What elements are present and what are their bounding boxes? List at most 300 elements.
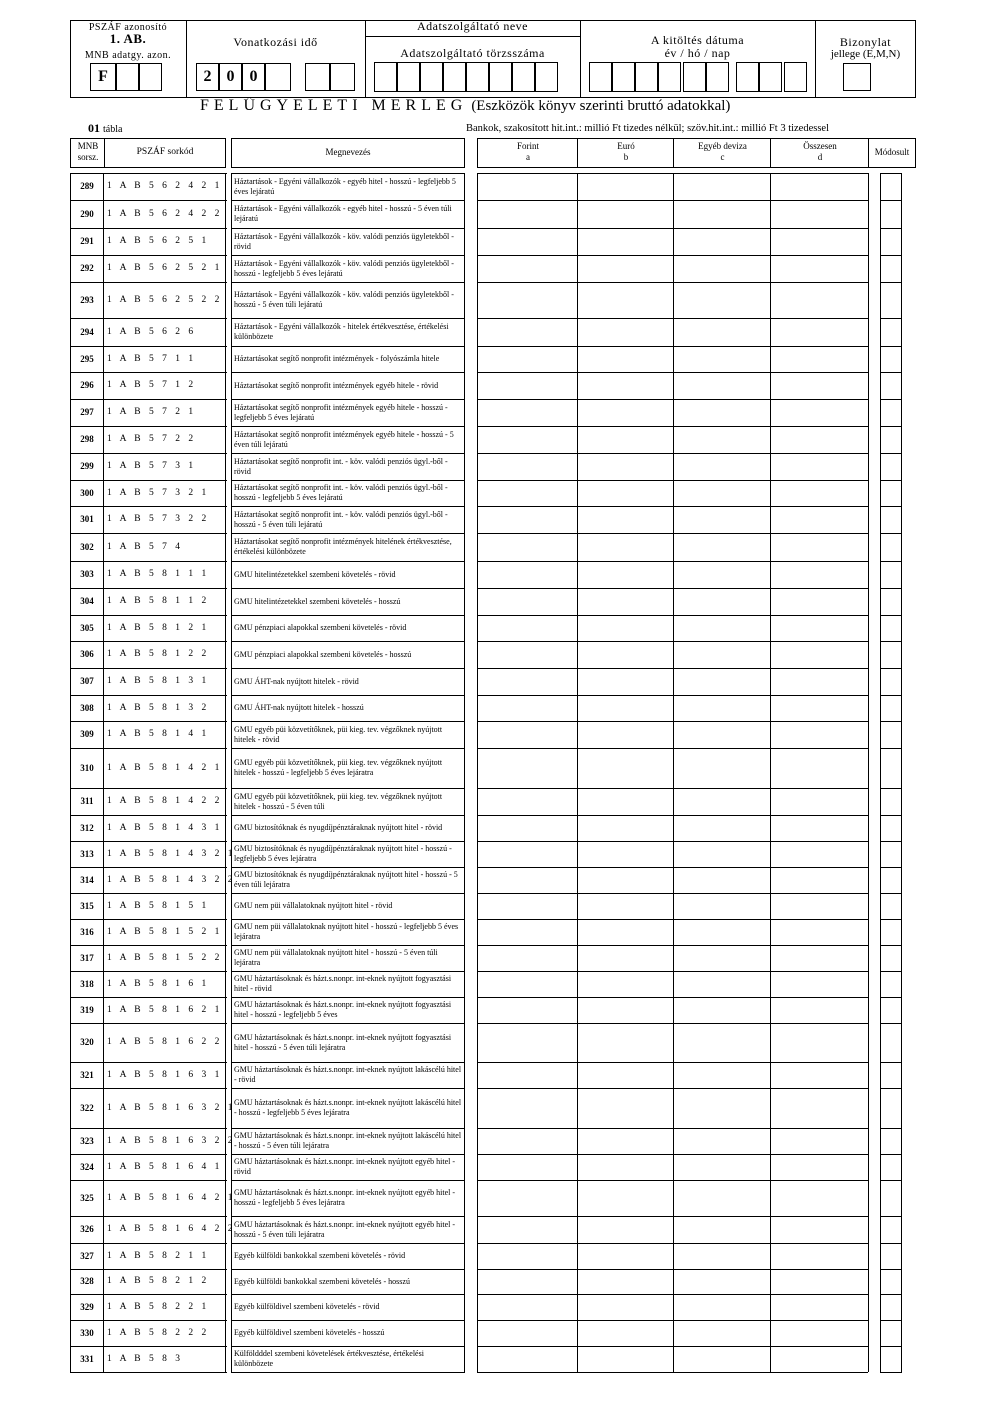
fill-date-box[interactable]	[706, 62, 729, 92]
cell-modified[interactable]	[880, 318, 902, 346]
cell-forint[interactable]	[477, 867, 577, 893]
cell-total[interactable]	[770, 282, 868, 318]
cell-total[interactable]	[770, 506, 868, 533]
cell-other-currency[interactable]	[673, 1294, 770, 1320]
cell-euro[interactable]	[577, 721, 673, 748]
cell-modified[interactable]	[880, 399, 902, 426]
cell-forint[interactable]	[477, 815, 577, 841]
provider-id-box[interactable]	[535, 62, 558, 92]
cell-modified[interactable]	[880, 1294, 902, 1320]
cell-euro[interactable]	[577, 399, 673, 426]
cell-forint[interactable]	[477, 228, 577, 255]
cell-total[interactable]	[770, 372, 868, 399]
row-mnb-number: 321	[70, 1062, 104, 1088]
cell-total[interactable]	[770, 1269, 868, 1294]
period-box[interactable]	[305, 63, 330, 91]
cell-other-currency[interactable]	[673, 533, 770, 561]
row-mnb-number: 294	[70, 318, 104, 346]
row-description	[231, 748, 465, 788]
provider-id-box[interactable]	[374, 62, 397, 92]
cell-other-currency[interactable]	[673, 1062, 770, 1088]
fill-date-box[interactable]	[784, 62, 807, 92]
mnb-id-box[interactable]	[139, 63, 162, 91]
cell-other-currency[interactable]	[673, 228, 770, 255]
cell-forint[interactable]	[477, 919, 577, 945]
cell-total[interactable]	[770, 561, 868, 588]
cell-euro[interactable]	[577, 318, 673, 346]
cell-modified[interactable]	[880, 788, 902, 815]
cell-other-currency[interactable]	[673, 255, 770, 282]
cell-total[interactable]	[770, 346, 868, 372]
cell-forint[interactable]	[477, 695, 577, 721]
cell-total[interactable]	[770, 997, 868, 1023]
row-mnb-number: 324	[70, 1154, 104, 1180]
provider-id-box[interactable]	[443, 62, 466, 92]
cell-modified[interactable]	[880, 721, 902, 748]
cell-modified[interactable]	[880, 945, 902, 971]
cell-modified[interactable]	[880, 867, 902, 893]
cell-euro[interactable]	[577, 1128, 673, 1154]
cell-euro[interactable]	[577, 372, 673, 399]
cell-forint[interactable]	[477, 372, 577, 399]
cell-modified[interactable]	[880, 919, 902, 945]
cell-other-currency[interactable]	[673, 346, 770, 372]
cell-other-currency[interactable]	[673, 282, 770, 318]
cell-total[interactable]	[770, 1294, 868, 1320]
cell-other-currency[interactable]	[673, 971, 770, 997]
cell-modified[interactable]	[880, 228, 902, 255]
cell-total[interactable]	[770, 668, 868, 695]
cell-forint[interactable]	[477, 200, 577, 228]
row-mnb-number: 291	[70, 228, 104, 255]
cell-other-currency[interactable]	[673, 480, 770, 506]
cell-forint[interactable]	[477, 615, 577, 641]
cell-euro[interactable]	[577, 1320, 673, 1346]
cell-total[interactable]	[770, 841, 868, 867]
cell-forint[interactable]	[477, 1294, 577, 1320]
cell-euro[interactable]	[577, 945, 673, 971]
cell-euro[interactable]	[577, 971, 673, 997]
cell-total[interactable]	[770, 1180, 868, 1216]
cell-modified[interactable]	[880, 1088, 902, 1128]
row-description	[231, 346, 465, 372]
row-description	[231, 228, 465, 255]
cell-forint[interactable]	[477, 721, 577, 748]
cell-other-currency[interactable]	[673, 841, 770, 867]
divider	[186, 20, 187, 98]
fill-date-box[interactable]	[658, 62, 681, 92]
cell-euro[interactable]	[577, 841, 673, 867]
cell-total[interactable]	[770, 748, 868, 788]
table-row	[0, 1320, 981, 1346]
table-row	[0, 721, 981, 748]
cell-forint[interactable]	[477, 506, 577, 533]
row-description	[231, 971, 465, 997]
cell-modified[interactable]	[880, 1023, 902, 1062]
row-mnb-number: 308	[70, 695, 104, 721]
cell-other-currency[interactable]	[673, 173, 770, 200]
row-pszaf-code: 1 A B 5 8 1 6 3 2 1	[104, 1088, 226, 1128]
cell-modified[interactable]	[880, 1128, 902, 1154]
fill-date-box[interactable]	[683, 62, 706, 92]
cell-total[interactable]	[770, 815, 868, 841]
cell-modified[interactable]	[880, 453, 902, 480]
row-pszaf-code: 1 A B 5 8 2 1 1	[104, 1243, 226, 1269]
cell-border	[868, 200, 869, 228]
cell-border	[868, 533, 869, 561]
cell-total[interactable]	[770, 945, 868, 971]
cell-other-currency[interactable]	[673, 1023, 770, 1062]
cell-total[interactable]	[770, 615, 868, 641]
cell-other-currency[interactable]	[673, 200, 770, 228]
cell-modified[interactable]	[880, 641, 902, 668]
cell-euro[interactable]	[577, 1062, 673, 1088]
table-row	[0, 1180, 981, 1216]
cell-euro[interactable]	[577, 426, 673, 453]
col-header-mnb: MNB sorsz.	[70, 138, 106, 168]
cell-euro[interactable]	[577, 255, 673, 282]
fill-date-box[interactable]	[612, 62, 635, 92]
cell-total[interactable]	[770, 788, 868, 815]
cell-euro[interactable]	[577, 282, 673, 318]
cell-forint[interactable]	[477, 788, 577, 815]
cell-modified[interactable]	[880, 506, 902, 533]
cell-forint[interactable]	[477, 533, 577, 561]
cell-forint[interactable]	[477, 997, 577, 1023]
cell-euro[interactable]	[577, 668, 673, 695]
row-description-text: GMU háztartásoknak és házt.s.nonpr. int-eknek nyújtott lakáscélú hitel - hosszú - 5 éven túli lejáratra	[234, 1131, 462, 1150]
doc-type-box[interactable]	[843, 63, 871, 91]
cell-total[interactable]	[770, 1062, 868, 1088]
cell-other-currency[interactable]	[673, 997, 770, 1023]
cell-euro[interactable]	[577, 1023, 673, 1062]
cell-total[interactable]	[770, 173, 868, 200]
row-mnb-number: 318	[70, 971, 104, 997]
table-row	[0, 668, 981, 695]
cell-euro[interactable]	[577, 1269, 673, 1294]
cell-euro[interactable]	[577, 893, 673, 919]
cell-other-currency[interactable]	[673, 1269, 770, 1294]
cell-other-currency[interactable]	[673, 893, 770, 919]
cell-forint[interactable]	[477, 453, 577, 480]
cell-euro[interactable]	[577, 228, 673, 255]
cell-forint[interactable]	[477, 668, 577, 695]
cell-forint[interactable]	[477, 1346, 577, 1372]
row-mnb-number: 331	[70, 1346, 104, 1372]
row-description-text: Háztartások - Egyéni vállalkozók - köv. valódi penziós ügyletekből - rövid	[234, 231, 454, 251]
cell-other-currency[interactable]	[673, 1154, 770, 1180]
cell-other-currency[interactable]	[673, 695, 770, 721]
cell-total[interactable]	[770, 453, 868, 480]
cell-forint[interactable]	[477, 641, 577, 668]
cell-forint[interactable]	[477, 945, 577, 971]
cell-forint[interactable]	[477, 1023, 577, 1062]
cell-modified[interactable]	[880, 1062, 902, 1088]
cell-modified[interactable]	[880, 1243, 902, 1269]
cell-modified[interactable]	[880, 426, 902, 453]
cell-euro[interactable]	[577, 919, 673, 945]
provider-id-box[interactable]	[420, 62, 443, 92]
cell-other-currency[interactable]	[673, 867, 770, 893]
cell-other-currency[interactable]	[673, 1128, 770, 1154]
row-pszaf-code: 1 A B 5 7 3 2 2	[104, 506, 226, 533]
row-mnb-number: 317	[70, 945, 104, 971]
cell-total[interactable]	[770, 480, 868, 506]
cell-euro[interactable]	[577, 1243, 673, 1269]
cell-euro[interactable]	[577, 346, 673, 372]
cell-modified[interactable]	[880, 255, 902, 282]
row-mnb-number: 312	[70, 815, 104, 841]
cell-other-currency[interactable]	[673, 506, 770, 533]
cell-border	[868, 173, 869, 200]
cell-modified[interactable]	[880, 561, 902, 588]
cell-forint[interactable]	[477, 318, 577, 346]
table-word: tábla	[103, 124, 123, 135]
row-mnb-number: 311	[70, 788, 104, 815]
row-mnb-number: 296	[70, 372, 104, 399]
provider-id-label: Adatszolgáltató törzsszáma	[400, 46, 545, 60]
period-box[interactable]	[330, 63, 355, 91]
row-pszaf-code: 1 A B 5 8 1 6 2 2	[104, 1023, 226, 1062]
cell-total[interactable]	[770, 426, 868, 453]
cell-other-currency[interactable]	[673, 1243, 770, 1269]
cell-total[interactable]	[770, 200, 868, 228]
cell-forint[interactable]	[477, 1062, 577, 1088]
cell-modified[interactable]	[880, 893, 902, 919]
cell-forint[interactable]	[477, 1180, 577, 1216]
cell-forint[interactable]	[477, 480, 577, 506]
cell-euro[interactable]	[577, 748, 673, 788]
cell-other-currency[interactable]	[673, 426, 770, 453]
fill-date-label: A kitöltés dátuma	[650, 33, 745, 47]
cell-forint[interactable]	[477, 1269, 577, 1294]
cell-modified[interactable]	[880, 588, 902, 615]
cell-euro[interactable]	[577, 200, 673, 228]
cell-modified[interactable]	[880, 1320, 902, 1346]
row-description	[231, 919, 465, 945]
cell-forint[interactable]	[477, 1154, 577, 1180]
cell-euro[interactable]	[577, 173, 673, 200]
row-description	[231, 480, 465, 506]
period-label: Vonatkozási idő	[233, 35, 318, 49]
row-mnb-number: 290	[70, 200, 104, 228]
cell-other-currency[interactable]	[673, 1216, 770, 1243]
row-description	[231, 506, 465, 533]
cell-border	[868, 453, 869, 480]
cell-modified[interactable]	[880, 971, 902, 997]
row-description-text: Háztartásokat segítő nonprofit intézmények egyéb hitele - hosszú - 5 éven túli lejáratú	[234, 429, 454, 449]
provider-id-box[interactable]	[512, 62, 535, 92]
row-description-text: GMU nem püi vállalatoknak nyújtott hitel - rövid	[234, 901, 393, 910]
cell-total[interactable]	[770, 1346, 868, 1372]
cell-modified[interactable]	[880, 200, 902, 228]
row-description-text: GMU ÁHT-nak nyújtott hitelek - rövid	[234, 676, 359, 686]
cell-euro[interactable]	[577, 867, 673, 893]
cell-forint[interactable]	[477, 1320, 577, 1346]
row-pszaf-code: 1 A B 5 8 1 4 3 2 1	[104, 841, 226, 867]
cell-other-currency[interactable]	[673, 815, 770, 841]
cell-total[interactable]	[770, 1088, 868, 1128]
cell-euro[interactable]	[577, 1294, 673, 1320]
cell-modified[interactable]	[880, 615, 902, 641]
cell-modified[interactable]	[880, 748, 902, 788]
cell-border	[868, 318, 869, 346]
cell-total[interactable]	[770, 533, 868, 561]
cell-forint[interactable]	[477, 426, 577, 453]
cell-euro[interactable]	[577, 815, 673, 841]
cell-euro[interactable]	[577, 1216, 673, 1243]
mnb-id-box[interactable]	[116, 63, 139, 91]
cell-other-currency[interactable]	[673, 1180, 770, 1216]
cell-euro[interactable]	[577, 1088, 673, 1128]
cell-forint[interactable]	[477, 173, 577, 200]
cell-other-currency[interactable]	[673, 615, 770, 641]
cell-total[interactable]	[770, 867, 868, 893]
cell-other-currency[interactable]	[673, 453, 770, 480]
row-description-text: Háztartásokat segítő nonprofit int. - köv. valódi penziós ügyl.-ből - hosszú - 5 éven túli lejáratú	[234, 509, 448, 529]
fill-date-box[interactable]	[635, 62, 658, 92]
cell-modified[interactable]	[880, 1269, 902, 1294]
cell-forint[interactable]	[477, 1128, 577, 1154]
cell-total[interactable]	[770, 318, 868, 346]
table-row	[0, 1243, 981, 1269]
cell-forint[interactable]	[477, 282, 577, 318]
cell-total[interactable]	[770, 1154, 868, 1180]
table-row	[0, 426, 981, 453]
cell-euro[interactable]	[577, 641, 673, 668]
cell-border	[868, 997, 869, 1023]
cell-euro[interactable]	[577, 1180, 673, 1216]
table-row	[0, 945, 981, 971]
cell-total[interactable]	[770, 228, 868, 255]
cell-total[interactable]	[770, 1243, 868, 1269]
cell-euro[interactable]	[577, 506, 673, 533]
cell-total[interactable]	[770, 919, 868, 945]
cell-modified[interactable]	[880, 372, 902, 399]
cell-forint[interactable]	[477, 1243, 577, 1269]
cell-other-currency[interactable]	[673, 721, 770, 748]
cell-modified[interactable]	[880, 173, 902, 200]
cell-other-currency[interactable]	[673, 641, 770, 668]
period-box[interactable]: 2	[196, 63, 219, 91]
cell-euro[interactable]	[577, 480, 673, 506]
period-box[interactable]: 0	[219, 63, 242, 91]
cell-euro[interactable]	[577, 615, 673, 641]
row-pszaf-code: 1 A B 5 8 1 6 3 1	[104, 1062, 226, 1088]
cell-forint[interactable]	[477, 346, 577, 372]
cell-other-currency[interactable]	[673, 788, 770, 815]
cell-border	[868, 1128, 869, 1154]
cell-euro[interactable]	[577, 695, 673, 721]
divider	[365, 36, 580, 37]
cell-forint[interactable]	[477, 1216, 577, 1243]
cell-modified[interactable]	[880, 1180, 902, 1216]
cell-forint[interactable]	[477, 971, 577, 997]
cell-modified[interactable]	[880, 1216, 902, 1243]
cell-total[interactable]	[770, 1320, 868, 1346]
fill-date-box[interactable]	[589, 62, 612, 92]
cell-total[interactable]	[770, 971, 868, 997]
provider-id-box[interactable]	[466, 62, 489, 92]
row-pszaf-code: 1 A B 5 8 1 3 2	[104, 695, 226, 721]
cell-forint[interactable]	[477, 893, 577, 919]
cell-forint[interactable]	[477, 561, 577, 588]
fill-date-box[interactable]	[736, 62, 759, 92]
period-box[interactable]: 0	[242, 63, 265, 91]
cell-euro[interactable]	[577, 588, 673, 615]
cell-other-currency[interactable]	[673, 668, 770, 695]
cell-total[interactable]	[770, 255, 868, 282]
period-box[interactable]	[265, 63, 291, 91]
cell-euro[interactable]	[577, 533, 673, 561]
cell-modified[interactable]	[880, 346, 902, 372]
cell-other-currency[interactable]	[673, 561, 770, 588]
cell-euro[interactable]	[577, 788, 673, 815]
cell-total[interactable]	[770, 721, 868, 748]
row-pszaf-code: 1 A B 5 7 1 2	[104, 372, 226, 399]
cell-forint[interactable]	[477, 399, 577, 426]
cell-other-currency[interactable]	[673, 1346, 770, 1372]
provider-id-box[interactable]	[489, 62, 512, 92]
cell-euro[interactable]	[577, 1154, 673, 1180]
cell-forint[interactable]	[477, 1088, 577, 1128]
cell-other-currency[interactable]	[673, 1320, 770, 1346]
cell-other-currency[interactable]	[673, 945, 770, 971]
cell-forint[interactable]	[477, 588, 577, 615]
cell-total[interactable]	[770, 1023, 868, 1062]
cell-other-currency[interactable]	[673, 372, 770, 399]
cell-modified[interactable]	[880, 695, 902, 721]
cell-total[interactable]	[770, 695, 868, 721]
cell-other-currency[interactable]	[673, 1088, 770, 1128]
cell-total[interactable]	[770, 1128, 868, 1154]
row-divider	[477, 1372, 868, 1373]
cell-total[interactable]	[770, 1216, 868, 1243]
cell-modified[interactable]	[880, 997, 902, 1023]
cell-euro[interactable]	[577, 561, 673, 588]
cell-other-currency[interactable]	[673, 588, 770, 615]
cell-modified[interactable]	[880, 1346, 902, 1372]
cell-modified[interactable]	[880, 282, 902, 318]
fill-date-box[interactable]	[759, 62, 782, 92]
cell-modified[interactable]	[880, 815, 902, 841]
cell-total[interactable]	[770, 893, 868, 919]
cell-total[interactable]	[770, 588, 868, 615]
cell-forint[interactable]	[477, 255, 577, 282]
cell-border	[868, 695, 869, 721]
cell-euro[interactable]	[577, 997, 673, 1023]
cell-forint[interactable]	[477, 841, 577, 867]
cell-total[interactable]	[770, 399, 868, 426]
cell-forint[interactable]	[477, 748, 577, 788]
cell-modified[interactable]	[880, 480, 902, 506]
cell-modified[interactable]	[880, 668, 902, 695]
cell-other-currency[interactable]	[673, 748, 770, 788]
cell-total[interactable]	[770, 641, 868, 668]
cell-modified[interactable]	[880, 1154, 902, 1180]
cell-euro[interactable]	[577, 1346, 673, 1372]
provider-id-box[interactable]	[397, 62, 420, 92]
cell-other-currency[interactable]	[673, 919, 770, 945]
cell-euro[interactable]	[577, 453, 673, 480]
mnb-id-box[interactable]: F	[90, 63, 116, 91]
cell-other-currency[interactable]	[673, 318, 770, 346]
cell-other-currency[interactable]	[673, 399, 770, 426]
cell-modified[interactable]	[880, 841, 902, 867]
row-pszaf-code: 1 A B 5 7 4	[104, 533, 226, 561]
cell-modified[interactable]	[880, 533, 902, 561]
table-row	[0, 1062, 981, 1088]
